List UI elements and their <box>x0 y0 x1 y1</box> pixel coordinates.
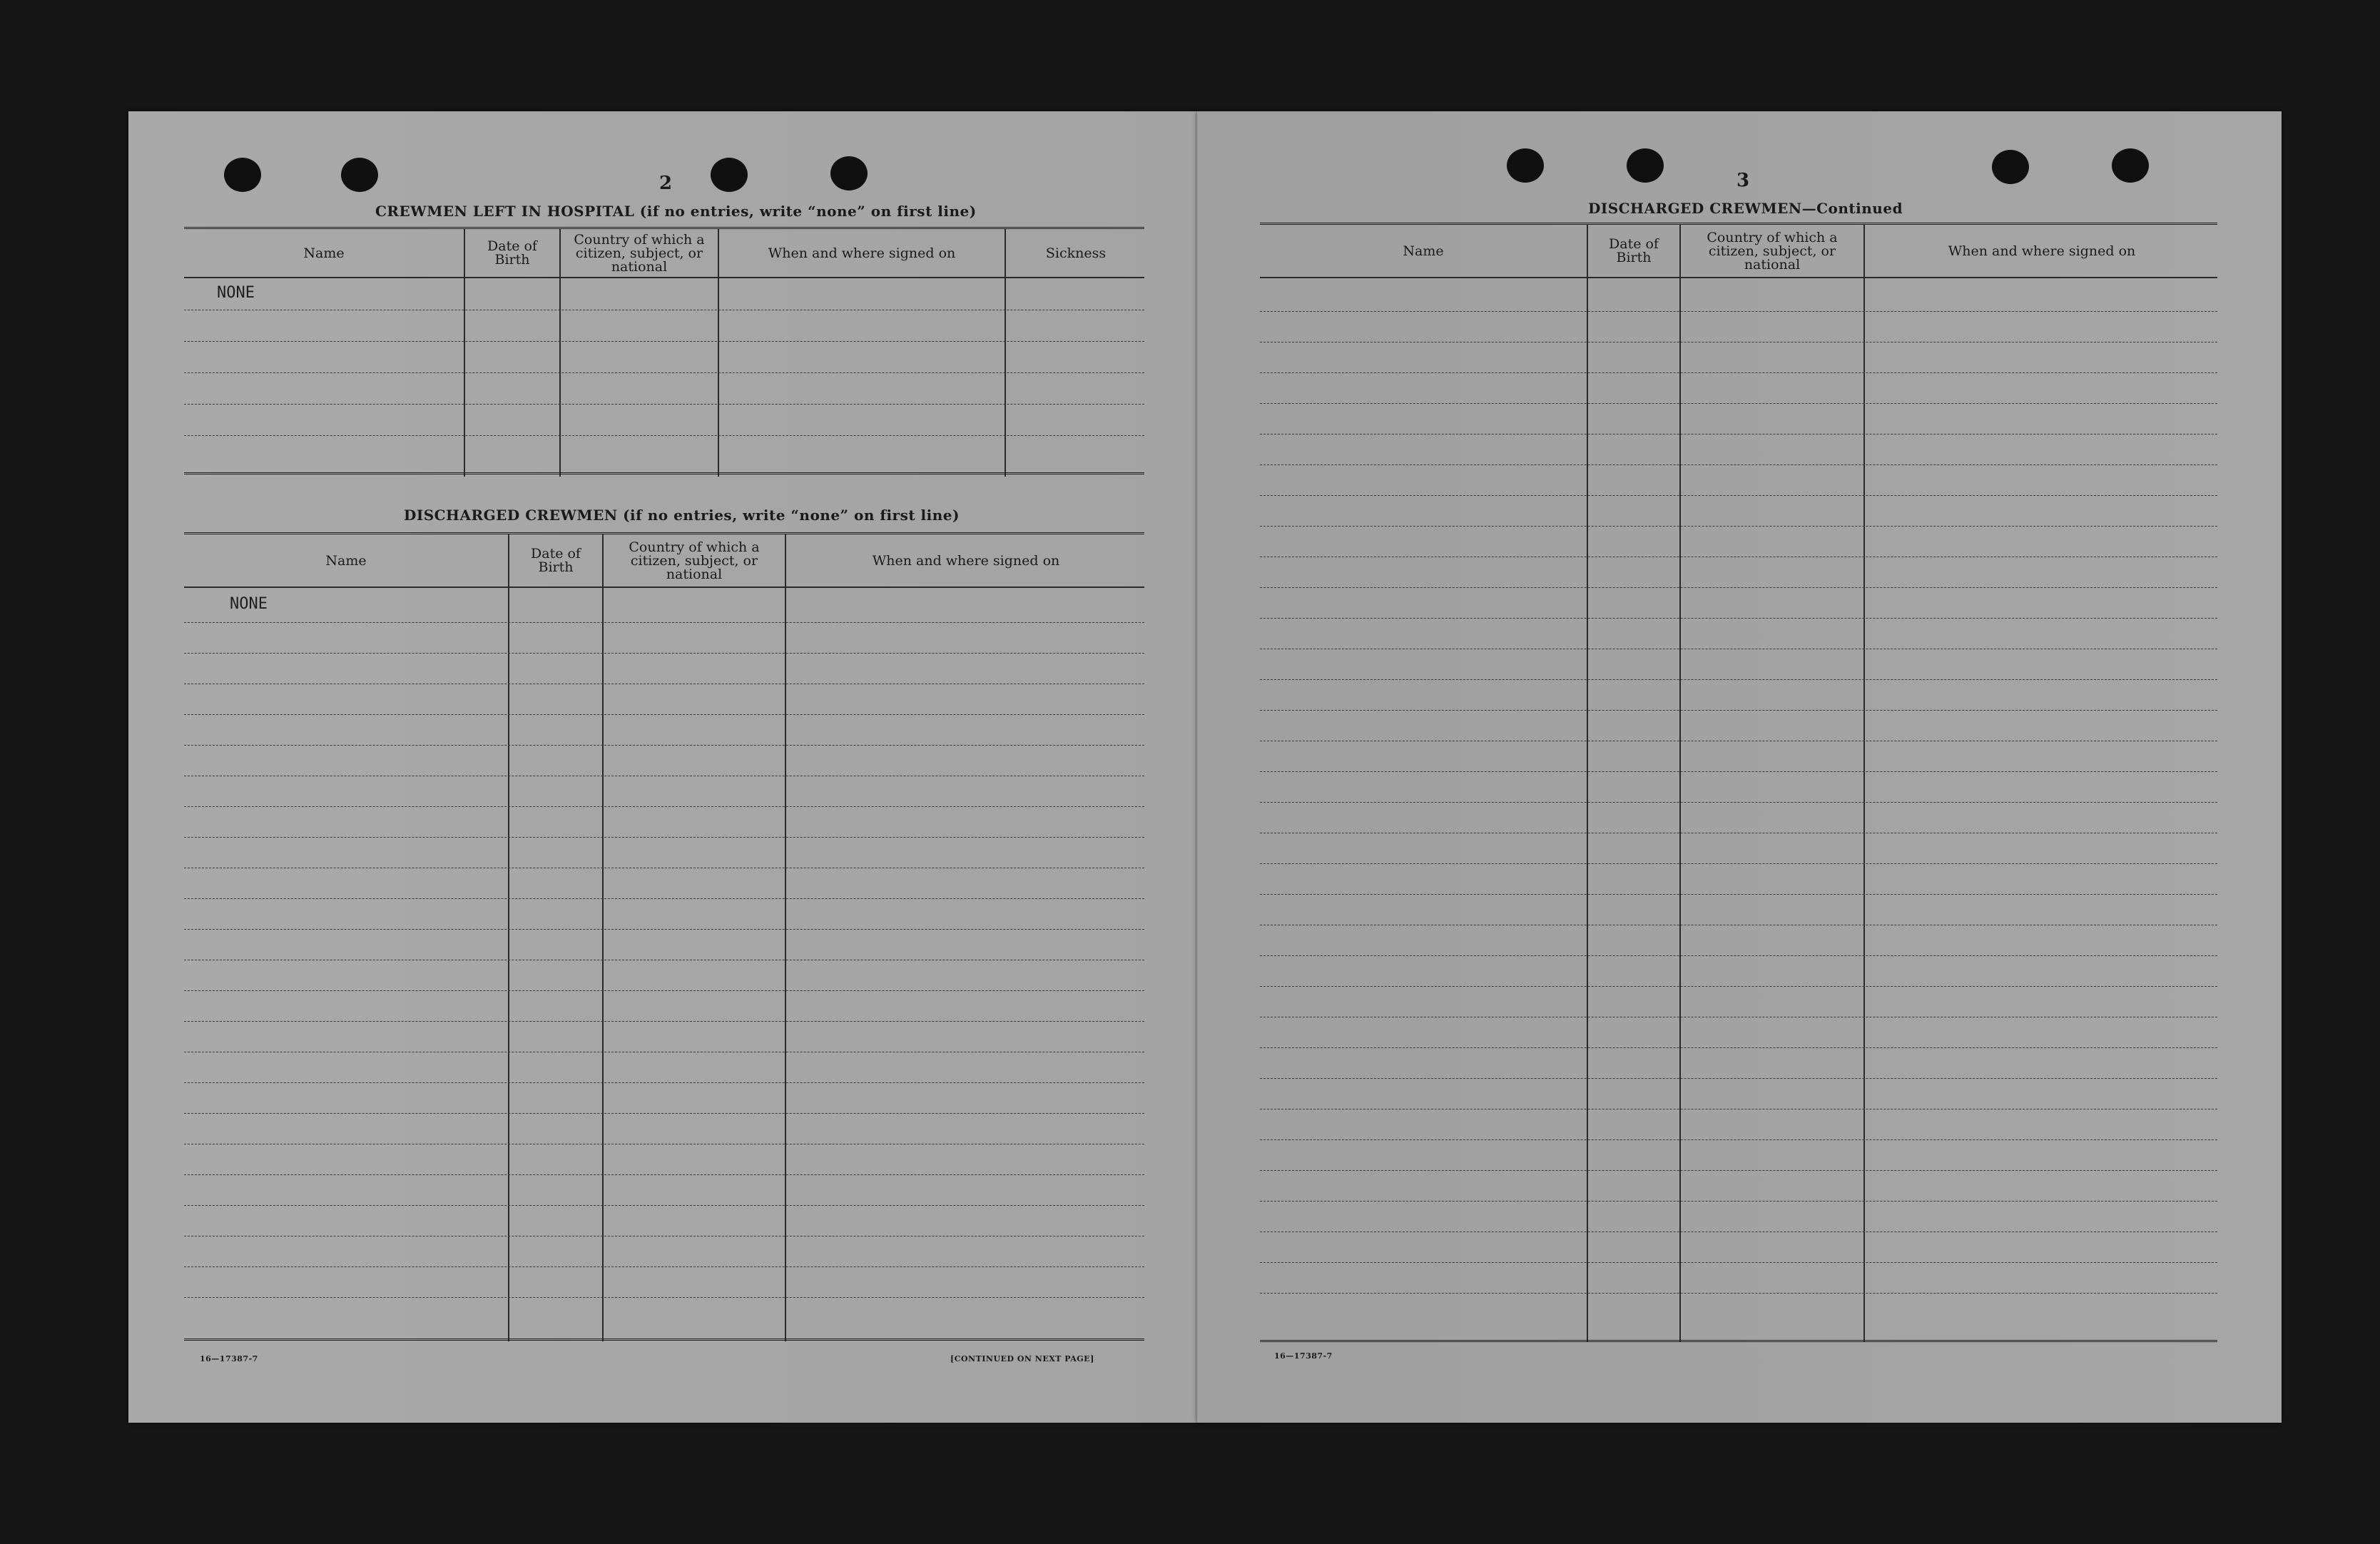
discharged-entry-name: NONE <box>230 595 268 613</box>
hospital-entry-name: NONE <box>217 284 255 302</box>
col-header-signed-on: When and where signed on <box>872 552 1060 569</box>
hospital-section-title: CREWMEN LEFT IN HOSPITAL (if no entries, write “none” on first line) <box>375 203 977 220</box>
col-header-date-of-birth: Date of Birth <box>531 546 581 575</box>
hospital-table <box>184 227 1144 479</box>
discharged-continued-title: DISCHARGED CREWMEN—Continued <box>1588 200 1903 217</box>
col-header-name: Name <box>1403 243 1444 259</box>
punch-hole <box>1627 148 1664 183</box>
punch-hole <box>830 156 868 191</box>
col-header-name: Name <box>303 245 345 261</box>
col-header-signed-on: When and where signed on <box>1948 243 2136 259</box>
punch-hole <box>2112 148 2149 183</box>
punch-hole <box>1992 150 2029 184</box>
col-header-date-of-birth: Date of Birth <box>487 238 537 268</box>
left-page <box>128 111 1197 1423</box>
col-header-date-of-birth: Date of Birth <box>1609 236 1659 265</box>
form-code: 16—17387-7 <box>200 1354 258 1363</box>
page-number: 3 <box>1736 170 1750 191</box>
punch-hole <box>1507 148 1544 183</box>
punch-hole <box>341 158 378 192</box>
col-header-sickness: Sickness <box>1045 245 1107 261</box>
form-code: 16—17387-7 <box>1274 1351 1333 1361</box>
punch-hole <box>224 158 261 192</box>
discharged-table <box>184 532 1144 1346</box>
col-header-name: Name <box>325 552 367 569</box>
col-header-country: Country of which a citizen, subject, or national <box>574 231 705 275</box>
punch-hole <box>711 158 748 192</box>
continued-note: [CONTINUED ON NEXT PAGE] <box>950 1354 1094 1363</box>
discharged-continued-table <box>1260 223 2217 1454</box>
page-number: 2 <box>659 173 673 194</box>
col-header-signed-on: When and where signed on <box>768 245 956 261</box>
col-header-country: Country of which a citizen, subject, or national <box>629 539 760 582</box>
discharged-section-title: DISCHARGED CREWMEN (if no entries, write “none” on first line) <box>404 507 960 524</box>
col-header-country: Country of which a citizen, subject, or national <box>1707 229 1838 273</box>
right-page <box>1197 111 2282 1423</box>
